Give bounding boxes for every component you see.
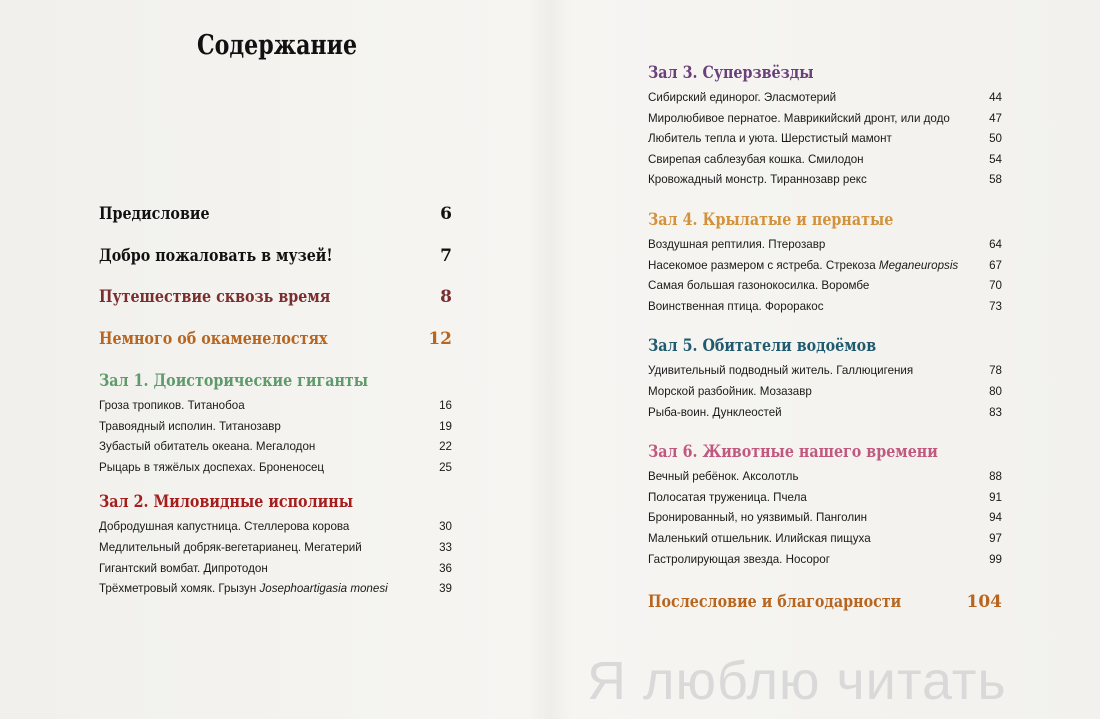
toc-entry-text xyxy=(99,579,388,600)
toc-entry-title: Зубастый обитатель океана. Мегалодон xyxy=(99,440,316,454)
toc-entry xyxy=(648,403,1002,424)
toc-right-column xyxy=(648,62,1002,634)
watermark: Я люблю читать xyxy=(587,651,1007,711)
toc-entry-text xyxy=(648,403,782,424)
toc-entry xyxy=(648,361,1002,382)
toc-entry xyxy=(648,150,1002,171)
toc-entry xyxy=(648,550,1002,571)
toc-page-number: 36 xyxy=(439,561,452,575)
toc-entry-text xyxy=(648,109,950,130)
toc-entry-title: Рыцарь в тяжёлых доспехах. Броненосец xyxy=(99,460,325,474)
toc-entry-text xyxy=(99,517,349,538)
hall-title xyxy=(99,370,452,396)
toc-entry xyxy=(99,417,452,438)
toc-entry xyxy=(99,437,452,458)
toc-entry-text xyxy=(99,396,245,417)
toc-page-number: 97 xyxy=(989,531,1002,545)
toc-page-number: 33 xyxy=(439,540,452,554)
toc-page-number: 22 xyxy=(439,440,452,454)
toc-entry-title: Маленький отшельник. Илийская пищуха xyxy=(648,531,871,545)
toc-entry-title: Сибирский единорог. Эласмотерий xyxy=(648,91,837,104)
toc-page-number: 83 xyxy=(989,405,1002,419)
toc-page-number: 70 xyxy=(989,279,1002,293)
toc-page-number: 78 xyxy=(989,364,1002,378)
toc-entry-text xyxy=(648,488,807,509)
toc-entry xyxy=(99,579,452,600)
toc-page-number: 19 xyxy=(439,419,452,433)
toc-entry-title: Вечный ребёнок. Аксолотль xyxy=(648,470,799,484)
hall-title-label: Зал 6. Животные нашего времени xyxy=(648,442,938,463)
hall-title xyxy=(648,441,1002,467)
toc-entry-title: Гроза тропиков. Титанобоа xyxy=(99,399,245,412)
toc-page-number: 44 xyxy=(989,91,1002,104)
toc-entry-title: Травоядный исполин. Титанозавр xyxy=(99,419,281,433)
toc-entry-text xyxy=(648,529,871,550)
toc-page-number: 7 xyxy=(440,245,452,266)
toc-entry-title: Морской разбойник. Мозазавр xyxy=(648,384,812,398)
toc-entry-title: Добродушная капустница. Стеллерова корова xyxy=(99,520,350,534)
toc-page-number: 104 xyxy=(966,592,1002,613)
toc-entry xyxy=(648,488,1002,509)
hall-section xyxy=(99,491,452,599)
hall-section xyxy=(99,370,452,478)
toc-entry xyxy=(648,529,1002,550)
toc-entry-label: Предисловие xyxy=(99,204,210,224)
toc-entry-label: Путешествие сквозь время xyxy=(99,287,331,307)
toc-entry-title: Удивительный подводный житель. Галлюцигения xyxy=(648,364,914,378)
toc-entry xyxy=(648,109,1002,130)
toc-entry xyxy=(648,256,1002,277)
toc-page-number: 58 xyxy=(989,173,1002,187)
hall-title-label: Зал 4. Крылатые и пернатые xyxy=(648,209,894,230)
toc-page-number: 16 xyxy=(439,399,452,412)
toc-entry xyxy=(648,382,1002,403)
toc-entry-text xyxy=(648,256,958,277)
toc-left-column xyxy=(99,204,452,600)
toc-page-number: 80 xyxy=(989,384,1002,398)
toc-page-number: 30 xyxy=(439,520,452,534)
toc-entry-text xyxy=(648,235,825,256)
toc-entry-text xyxy=(648,150,864,171)
toc-page-number: 47 xyxy=(989,111,1002,125)
hall-title xyxy=(648,62,1002,88)
hall-title xyxy=(648,209,1002,235)
toc-entry-title: Рыба-воин. Дунклеостей xyxy=(648,405,782,419)
toc-entry xyxy=(648,297,1002,318)
toc-page-number: 88 xyxy=(989,470,1002,484)
toc-entry-title: Кровожадный монстр. Тираннозавр рекс xyxy=(648,173,867,187)
toc-page-number: 50 xyxy=(989,132,1002,146)
hall-title-label: Зал 5. Обитатели водоёмов xyxy=(648,336,877,357)
toc-entry xyxy=(648,88,1002,109)
toc-page-number: 8 xyxy=(440,287,452,307)
toc-entry xyxy=(648,508,1002,529)
toc-entry-text xyxy=(648,550,830,571)
toc-entry xyxy=(648,129,1002,150)
toc-entry-text xyxy=(648,88,836,109)
toc-entry-text xyxy=(648,297,824,318)
toc-page-number: 25 xyxy=(439,460,452,474)
toc-entry-label: Добро пожаловать в музей! xyxy=(99,245,333,266)
hall-section xyxy=(648,335,1002,423)
toc-page-number: 67 xyxy=(989,258,1002,272)
toc-entry-title: Гастролирующая звезда. Носорог xyxy=(648,552,830,566)
toc-entry xyxy=(648,467,1002,488)
toc-entry-title: Воинственная птица. Фороракос xyxy=(648,299,824,313)
hall-section xyxy=(648,209,1002,317)
toc-entry-title: Трёхметровый хомяк. Грызун xyxy=(99,582,260,596)
toc-page-number: 12 xyxy=(428,328,452,349)
toc-afterword-entry xyxy=(648,592,1002,634)
toc-entry-text xyxy=(648,276,869,297)
toc-entry xyxy=(648,170,1002,191)
toc-page-number: 54 xyxy=(989,152,1002,166)
toc-entry-title: Гигантский вомбат. Дипротодон xyxy=(99,561,268,575)
toc-entry-text xyxy=(648,129,892,150)
toc-main-entry xyxy=(99,204,452,246)
toc-entry-title: Любитель тепла и уюта. Шерстистый мамонт xyxy=(648,132,892,146)
toc-entry-title: Насекомое размером с ястреба. Стрекоза xyxy=(648,258,879,272)
toc-entry-title: Самая большая газонокосилка. Воромбе xyxy=(648,279,870,293)
toc-page-number: 6 xyxy=(440,204,452,224)
toc-entry-title: Миролюбивое пернатое. Маврикийский дронт, или додо xyxy=(648,111,950,125)
toc-main-entry xyxy=(99,287,452,329)
toc-entry xyxy=(99,396,452,417)
toc-entry-text xyxy=(648,508,867,529)
toc-main-entry xyxy=(99,246,452,288)
toc-entry xyxy=(648,235,1002,256)
hall-section xyxy=(648,62,1002,191)
toc-page-number: 39 xyxy=(439,582,452,596)
toc-entry-species: Josephoartigasia monesi xyxy=(259,582,388,596)
toc-entry-text xyxy=(648,382,812,403)
toc-entry-text xyxy=(99,437,315,458)
toc-entry-text xyxy=(99,458,324,479)
toc-entry-text xyxy=(99,559,268,580)
toc-entry xyxy=(99,538,452,559)
hall-title-label: Зал 1. Доисторические гиганты xyxy=(99,371,369,391)
toc-page-number: 99 xyxy=(989,552,1002,566)
toc-entry-text xyxy=(99,538,362,559)
toc-entry-text xyxy=(99,417,281,438)
toc-entry-text xyxy=(648,361,913,382)
toc-page-number: 94 xyxy=(989,511,1002,525)
toc-entry-text xyxy=(648,467,799,488)
toc-entry xyxy=(648,276,1002,297)
toc-main-entry xyxy=(99,329,452,371)
hall-section xyxy=(648,441,1002,570)
toc-entry-title: Свирепая саблезубая кошка. Смилодон xyxy=(648,152,864,166)
toc-entry-label: Послесловие и благодарности xyxy=(648,592,902,613)
toc-entry xyxy=(99,458,452,479)
toc-entry-title: Бронированный, но уязвимый. Панголин xyxy=(648,511,867,525)
toc-page-number: 64 xyxy=(989,237,1002,251)
toc-page-number: 73 xyxy=(989,299,1002,313)
toc-page-number: 91 xyxy=(989,490,1002,504)
toc-entry-title: Воздушная рептилия. Птерозавр xyxy=(648,237,826,251)
toc-entry-text xyxy=(648,170,867,191)
toc-entry-species: Meganeuropsis xyxy=(878,258,959,272)
toc-entry-title: Медлительный добряк-вегетарианец. Мегатерий xyxy=(99,540,362,554)
hall-title-label: Зал 2. Миловидные исполины xyxy=(99,492,354,513)
page-title: Содержание xyxy=(197,30,358,61)
hall-title xyxy=(648,335,1002,361)
toc-entry xyxy=(99,517,452,538)
toc-entry xyxy=(99,559,452,580)
toc-entry-label: Немного об окаменелостях xyxy=(99,328,328,349)
toc-entry-title: Полосатая труженица. Пчела xyxy=(648,490,807,504)
hall-title xyxy=(99,491,452,517)
hall-title-label: Зал 3. Суперзвёзды xyxy=(648,63,814,83)
